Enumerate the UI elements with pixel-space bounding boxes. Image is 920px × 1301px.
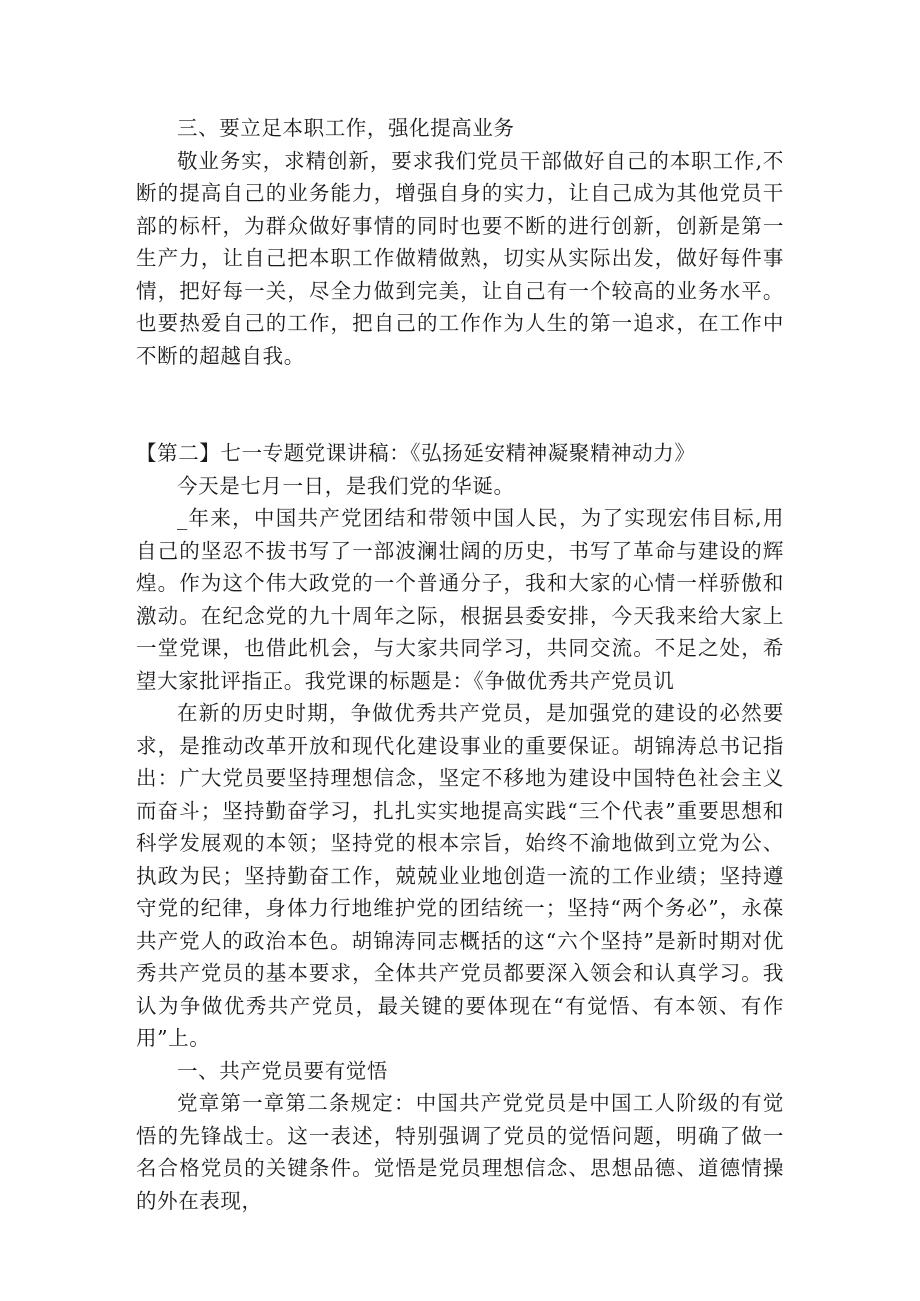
paragraph-history: _年来，中国共产党团结和带领中国人民，为了实现宏伟目标,用自己的坚忍不拔书写了一部波澜壮阔的历史，书写了革命与建设的辉煌。作为这个伟大政党的一个普通分子，我和大家的心情一样骄傲和激动。在纪念党的九十周年之际，根据县委安排，今天我来给大家上一堂党课，也借此机会，与大家共同学习，共同交流。不足之处，希望大家批评指正。我党课的标题是：《争做优秀共产党员讥: [136, 506, 784, 693]
section-gap: [136, 372, 784, 437]
document-body: [136, 112, 784, 1217]
part-title: 【第二】七一专题党课讲稿：《弘扬延安精神凝聚精神动力》: [136, 441, 696, 465]
paragraph-subsection-1: 党章第一章第二条规定：中国共产党党员是中国工人阶级的有觉悟的先锋战士。这一表述，特别强调了党员的觉悟问题，明确了做一名合格党员的关键条件。觉悟是党员理想信念、思想品德、道德情操的外在表现，: [136, 1091, 784, 1213]
section-heading-3: 三、要立足本职工作，强化提高业务: [177, 116, 515, 140]
paragraph-section3: 敬业务实，求精创新，要求我们党员干部做好自己的本职工作,不断的提高自己的业务能力，增强自身的实力，让自己成为其他党员干部的标杆，为群众做好事情的同时也要不断的进行创新，创新是第一生产力，让自己把本职工作做精做熟，切实从实际出发，做好每件事情，把好每一关，尽全力做到完美，让自己有一个较高的业务水平。也要热爱自己的工作，把自己的工作作为人生的第一追求，在工作中不断的超越自我。: [136, 148, 784, 368]
paragraph-intro: 今天是七月一日，是我们党的华诞。: [177, 473, 515, 498]
paragraph-requirements: 在新的历史时期，争做优秀共产党员，是加强党的建设的必然要求，是推动改革开放和现代化建设事业的重要保证。胡锦涛总书记指出：广大党员要坚持理想信念，坚定不移地为建设中国特色社会主义而奋斗；坚持勤奋学习，扎扎实实地提高实践“三个代表”重要思想和科学发展观的本领；坚持党的根本宗旨，始终不渝地做到立党为公、执政为民；坚持勤奋工作，兢兢业业地创造一流的工作业绩；坚持遵守党的纪律，身体力行地维护党的团结统一；坚持“两个务必”，永葆共产党人的政治本色。胡锦涛同志概括的这“六个坚持”是新时期对优秀共产党员的基本要求，全体共产党员都要深入领会和认真学习。我认为争做优秀共产党员，最关键的要体现在“有觉悟、有本领、有作用”上。: [136, 701, 784, 1050]
subsection-heading-1: 一、共产党员要有觉悟: [177, 1058, 388, 1083]
